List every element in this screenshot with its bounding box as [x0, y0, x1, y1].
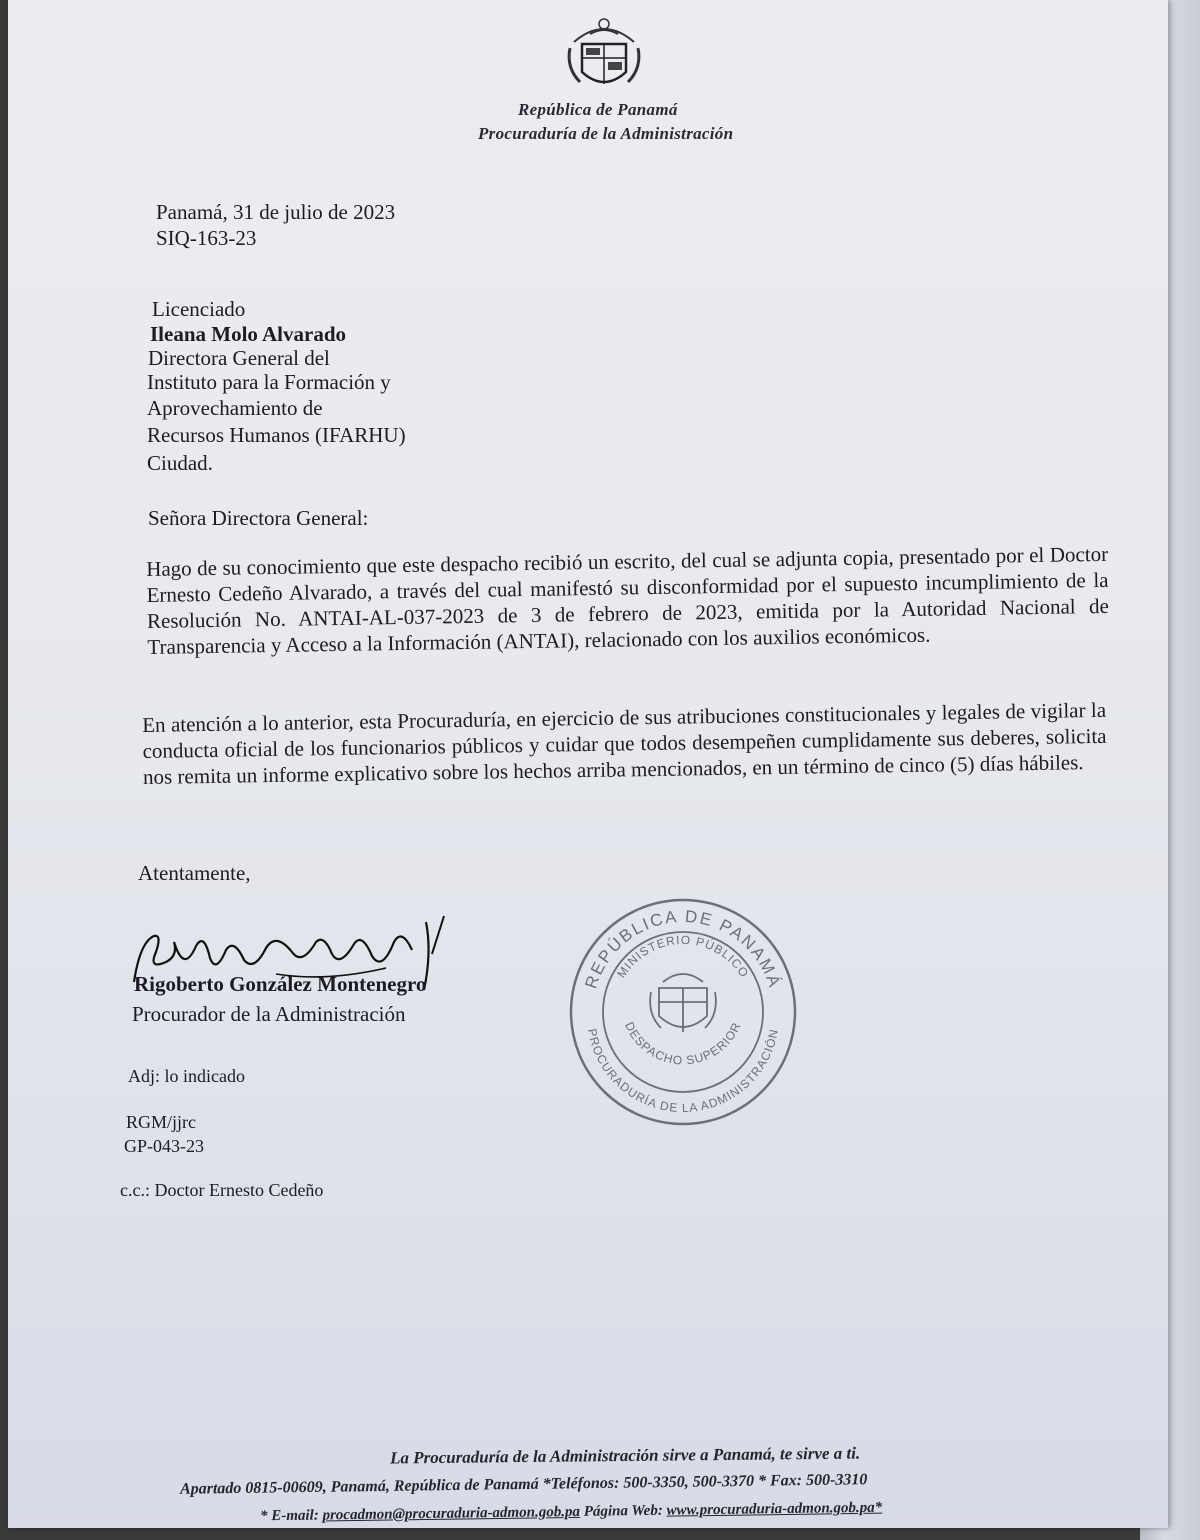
letter-date: Panamá, 31 de julio de 2023	[156, 200, 396, 224]
letter-reference: SIQ-163-23	[156, 226, 257, 250]
recipient-line: Directora General del	[148, 346, 330, 370]
letterhead-institution: Procuraduría de la Administración	[478, 124, 734, 143]
seal-bottom-inner-text: DESPACHO SUPERIOR	[622, 1019, 744, 1068]
salutation: Señora Directora General:	[148, 506, 369, 530]
footer-web-link[interactable]: www.procuraduria-admon.gob.pa*	[666, 1499, 883, 1519]
letterhead-country: República de Panamá	[518, 100, 678, 119]
recipient-line: Ciudad.	[147, 451, 213, 475]
recipient-line: Aprovechamiento de	[147, 396, 323, 420]
footer-motto: La Procuraduría de la Administración sirve a Panamá, te sirve a ti.	[389, 1443, 861, 1468]
recipient-title: Licenciado	[152, 297, 246, 321]
recipient-line: Recursos Humanos (IFARHU)	[147, 423, 406, 447]
coat-of-arms-icon	[560, 12, 648, 98]
seal-crest-icon	[650, 974, 716, 1032]
recipient-line: Instituto para la Formación y	[147, 370, 391, 394]
footer-address: Apartado 0815-00609, Panamá, República de Panamá *Teléfonos: 500-3350, 500-3370 * Fax: 500-3310	[179, 1471, 868, 1498]
svg-text:REPÚBLICA DE PANAMÁ	[581, 907, 784, 991]
seal-inner-text: MINISTERIO PÚBLICO	[614, 932, 752, 981]
closing: Atentamente,	[138, 861, 251, 885]
footer-email-label: * E-mail:	[259, 1507, 319, 1525]
initials: RGM/jjrc	[126, 1112, 196, 1132]
footer-contact	[260, 1500, 882, 1526]
attachments-note: Adj: lo indicado	[128, 1066, 245, 1086]
footer-web-label: Página Web:	[583, 1502, 663, 1520]
document-code: GP-043-23	[124, 1136, 204, 1156]
signatory-name: Rigoberto González Montenegro	[134, 972, 427, 996]
signatory-title: Procurador de la Administración	[132, 1002, 406, 1026]
official-seal	[563, 892, 803, 1132]
footer-email-link[interactable]: procadmon@procuraduria-admon.gob.pa	[322, 1503, 581, 1524]
seal-outer-text: REPÚBLICA DE PANAMÁ	[581, 906, 785, 991]
body-paragraph: Hago de su conocimiento que este despacho recibió un escrito, del cual se adjunta copia, presentado por el Doctor Ernesto Cedeño Alvarado, a través del cual manifestó su disconformidad por el supuesto incumplimiento de la Resolución No. ANTAI-AL-037-2023 de 3 de febrero de 2023, emitida por la Autoridad Nacional de Transparencia y Acceso a la Información (ANTAI), relacionado con los auxilios económicos.	[146, 541, 1110, 659]
body-paragraph: En atención a lo anterior, esta Procuraduría, en ejercicio de sus atribuciones constitucionales y legales de vigilar la conducta oficial de los funcionarios públicos y cuidar que todos desempeñen cumplidamente sus deberes, solicita nos remita un informe explicativo sobre los hechos arriba mencionados, en un término de cinco (5) días hábiles.	[142, 697, 1107, 789]
carbon-copy: c.c.: Doctor Ernesto Cedeño	[120, 1180, 324, 1200]
seal-bottom-outer-text: PROCURADURÍA DE LA ADMINISTRACIÓN	[584, 1027, 782, 1116]
letter-page	[8, 0, 1168, 1528]
recipient-name: Ileana Molo Alvarado	[150, 322, 347, 346]
